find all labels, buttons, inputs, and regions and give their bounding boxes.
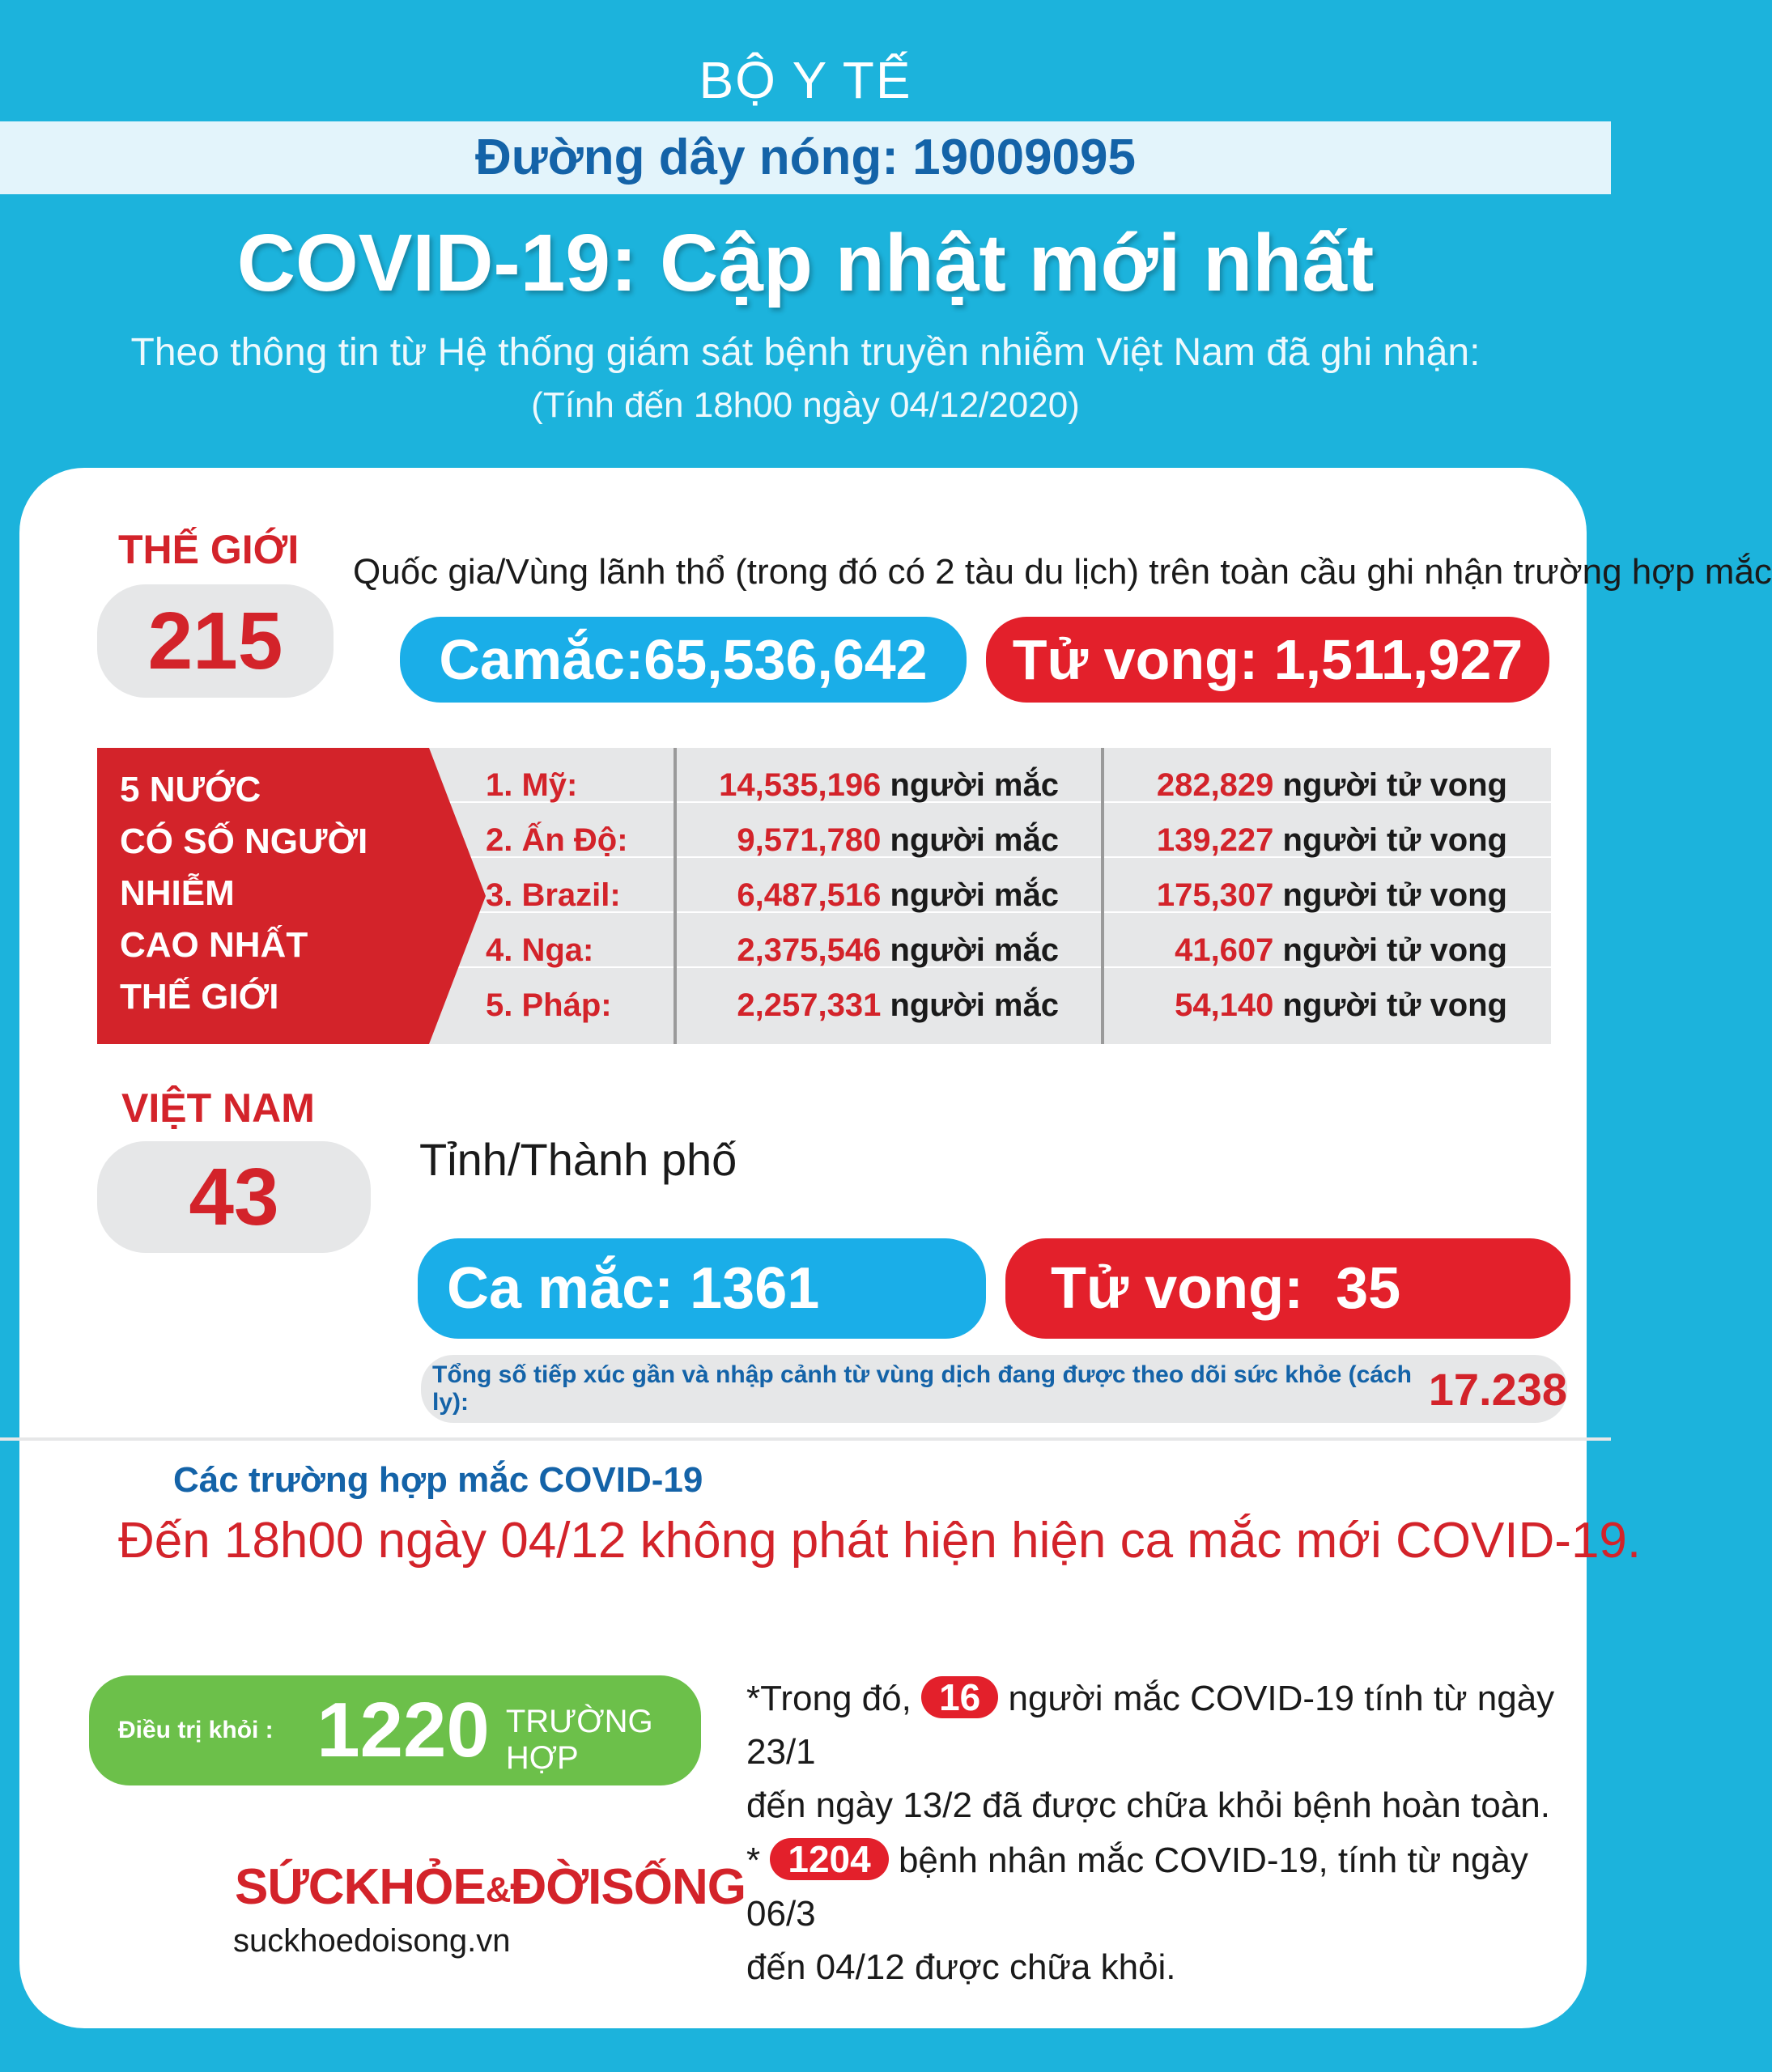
note-1-badge: 16 (921, 1676, 998, 1718)
vietnam-deaths-pill: Tử vong: 35 (1005, 1238, 1570, 1339)
table-row (486, 923, 1551, 978)
cases-section-title: Các trường hợp mắc COVID-19 (173, 1460, 703, 1500)
country-deaths: 54,140 (1175, 987, 1274, 1023)
table-row (486, 868, 1551, 923)
world-cases-pill: Camắc:65,536,642 (400, 617, 967, 703)
brand-logo: SỨCKHỎE&ĐỜISỐNG (235, 1859, 746, 1915)
table-row (486, 813, 1551, 868)
country-deaths: 175,307 (1156, 877, 1274, 913)
country-cases: 9,571,780 (737, 822, 882, 858)
deaths-unit: người tử vong (1282, 822, 1507, 858)
hotline: Đường dây nóng: 19009095 (0, 121, 1611, 194)
deaths-unit: người tử vong (1282, 987, 1507, 1023)
country-cases: 6,487,516 (737, 877, 882, 913)
ministry-title: BỘ Y TẾ (699, 51, 912, 109)
country-deaths: 282,829 (1156, 766, 1274, 803)
world-label: THẾ GIỚI (118, 527, 300, 572)
vietnam-description: Tỉnh/Thành phố (419, 1134, 737, 1185)
cases-headline: Đến 18h00 ngày 04/12 không phát hiện hiện ca mắc mới COVID-19. (118, 1513, 1642, 1569)
section-divider (0, 1437, 1611, 1441)
cases-unit: người mắc (890, 822, 1059, 858)
world-description: Quốc gia/Vùng lãnh thổ (trong đó có 2 tàu du lịch) trên toàn cầu ghi nhận trường hợp mắc (353, 552, 1772, 592)
country-cases: 2,375,546 (737, 932, 882, 968)
country-name: 4. Nga: (486, 932, 594, 968)
vietnam-label: VIỆT NAM (121, 1085, 315, 1131)
cases-unit: người mắc (890, 987, 1059, 1023)
monitor-value: 17.238 (1428, 1363, 1567, 1415)
note-2: * 1204 bệnh nhân mắc COVID-19, tính từ ngày 06/3 đến 04/12 được chữa khỏi. (746, 1838, 1528, 1987)
note-2-badge: 1204 (770, 1838, 888, 1880)
cases-unit: người mắc (890, 766, 1059, 803)
world-countries-count: 215 (97, 584, 334, 698)
note-1: *Trong đó, 16 người mắc COVID-19 tính từ ngày 23/1 đến ngày 13/2 đã được chữa khỏi bệnh hoàn toàn. (746, 1676, 1555, 1825)
cases-unit: người mắc (890, 877, 1059, 913)
deaths-unit: người tử vong (1282, 766, 1507, 803)
subtitle: Theo thông tin từ Hệ thống giám sát bệnh truyền nhiễm Việt Nam đã ghi nhận: (130, 331, 1481, 374)
vietnam-provinces-count: 43 (97, 1141, 371, 1253)
main-title: COVID-19: Cập nhật mới nhất (236, 218, 1375, 308)
cases-unit: người mắc (890, 932, 1059, 968)
country-name: 3. Brazil: (486, 877, 621, 913)
deaths-unit: người tử vong (1282, 877, 1507, 913)
top5-title: 5 NƯỚC CÓ SỐ NGƯỜI NHIỄM CAO NHẤT THẾ GIỚI (120, 770, 368, 1017)
table-row (486, 758, 1551, 813)
as-of-date: (Tính đến 18h00 ngày 04/12/2020) (531, 385, 1080, 425)
country-name: 1. Mỹ: (486, 766, 578, 803)
world-deaths-pill: Tử vong: 1,511,927 (986, 617, 1549, 703)
deaths-unit: người tử vong (1282, 932, 1507, 968)
country-cases: 14,535,196 (719, 766, 882, 803)
country-name: 2. Ấn Độ: (486, 822, 628, 858)
country-deaths: 139,227 (1156, 822, 1274, 858)
country-deaths: 41,607 (1175, 932, 1274, 968)
vietnam-cases-pill: Ca mắc: 1361 (418, 1238, 986, 1339)
monitor-pill (421, 1355, 1567, 1423)
recovered-pill (89, 1675, 701, 1785)
country-cases: 2,257,331 (737, 987, 882, 1023)
recovered-unit: TRƯỜNG HỢP (505, 1704, 653, 1776)
recovered-label: Điều trị khỏi : (118, 1717, 274, 1743)
monitor-text: Tổng số tiếp xúc gần và nhập cảnh từ vùng dịch đang được theo dõi sức khỏe (cách ly): (432, 1361, 1412, 1416)
brand-url: suckhoedoisong.vn (233, 1923, 511, 1959)
table-row (486, 978, 1551, 1033)
country-name: 5. Pháp: (486, 987, 612, 1023)
recovered-value: 1220 (317, 1687, 490, 1773)
